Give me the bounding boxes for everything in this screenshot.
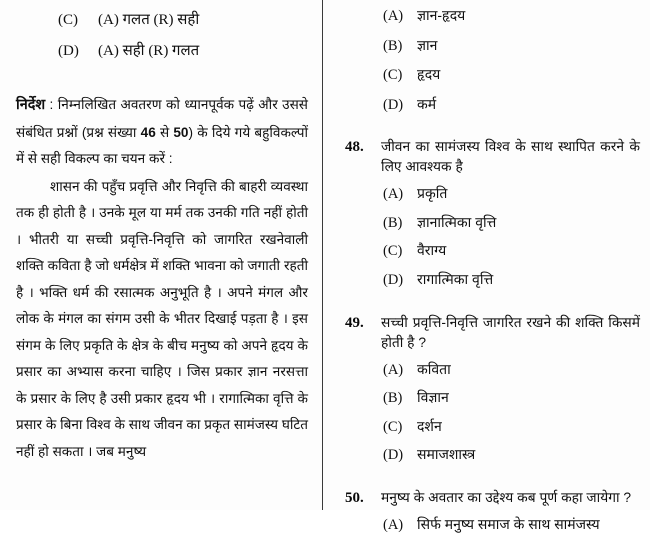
option-letter: (D) (58, 43, 79, 59)
question-text: सच्ची प्रवृत्ति-निवृत्ति जागरित रखने की शक्ति किसमें होती है ? (381, 314, 640, 350)
option-letter: (D) (383, 447, 404, 464)
option-row[interactable] (58, 41, 308, 62)
option-text: रागात्मिका वृत्ति (417, 270, 494, 287)
left-column (0, 0, 322, 465)
question-text: मनुष्य के अवतार का उद्देश्य कब पूर्ण कहा जायेगा ? (381, 489, 632, 505)
option-row[interactable] (383, 360, 640, 381)
option-text: ज्ञानात्मिका वृत्ति (417, 213, 497, 230)
option-letter: (B) (383, 37, 403, 54)
option-text: ज्ञान-हृदय (417, 7, 466, 23)
option-row[interactable] (383, 6, 640, 27)
option-letter: (B) (383, 214, 403, 231)
question-options-list (345, 360, 640, 466)
instruction-text-after: ) के दिये गये बहुविकल्पों में से सही विकल्प का चयन करें : (16, 124, 308, 166)
question-text: जीवन का सामंजस्य विश्व के साथ स्थापित करने के लिए आवश्यक है (381, 139, 640, 175)
right-column (323, 0, 650, 543)
instruction-block (16, 92, 308, 172)
option-text: (A) गलत (R) सही (98, 12, 200, 28)
question-head (345, 488, 640, 508)
option-text: वैराग्य (417, 242, 447, 259)
option-row[interactable] (383, 95, 640, 116)
option-letter: (A) (383, 186, 404, 203)
question-number: 48. (345, 139, 364, 156)
question-block-50 (345, 488, 640, 536)
question-block-48 (345, 137, 640, 290)
option-letter: (D) (383, 96, 404, 113)
question-47-options-list (345, 6, 640, 115)
option-letter: (C) (383, 243, 403, 260)
option-row[interactable] (383, 270, 640, 291)
option-text: कर्म (417, 95, 437, 112)
question-options-list (345, 515, 640, 536)
option-letter: (C) (383, 67, 403, 84)
option-text: ज्ञान (417, 36, 438, 53)
question-head (345, 137, 640, 177)
option-row[interactable] (383, 36, 640, 57)
option-text: हृदय (417, 66, 441, 83)
option-row[interactable] (383, 445, 640, 466)
option-text: सिर्फ मनुष्य समाज के साथ सामंजस्य (417, 515, 600, 532)
option-text: समाजशास्त्र (417, 446, 476, 463)
option-text: दर्शन (417, 417, 442, 434)
question-number: 49. (345, 314, 364, 331)
question-range-end: 50 (173, 124, 189, 140)
instruction-separator: : (45, 97, 58, 112)
instruction-label: निर्देश (16, 97, 46, 113)
option-row[interactable] (383, 388, 640, 409)
option-letter: (C) (383, 418, 403, 435)
question-head (345, 313, 640, 353)
option-row[interactable] (58, 10, 308, 31)
option-row[interactable] (383, 417, 640, 438)
question-number: 50. (345, 489, 364, 506)
instruction-text-before: निम्नलिखित अवतरण को ध्यानपूर्वक पढ़ें और उससे संबंधित प्रश्नों (प्रश्न संख्या (16, 97, 308, 140)
option-text: विज्ञान (417, 389, 449, 406)
option-letter: (A) (383, 8, 404, 24)
reading-passage: शासन की पहुँच प्रवृत्ति और निवृत्ति की बाहरी व्यवस्था तक ही होती है । उनके मूल या मर्म तक उनकी गति नहीं होती । भीतरी या सच्ची प्रवृत्ति-निवृत्ति को जागरित रखनेवाली शक्ति कविता है जो धर्मक्षेत्र में शक्ति भावना को जगाती रहती है । भक्ति धर्म की रसात्मक अनुभूति है । अपने मंगल और लोक के मंगल का संगम उसी के भीतर दिखाई पड़ता है । इस संगम के लिए प्रकृति के क्षेत्र के बीच मनुष्य को अपने हृदय के प्रसार का अभ्यास करना चाहिए । जिस प्रकार ज्ञान नरसत्ता के प्रसार के लिए है उसी प्रकार हृदय भी । रागात्मिका वृत्ति के प्रसार के बिना विश्व के साथ जीवन का प्रकृत सामंजस्य घटित नहीं हो सकता । जब मनुष्य (16, 178, 308, 459)
option-row[interactable] (383, 241, 640, 262)
question-range-middle: से (155, 124, 174, 140)
option-row[interactable] (383, 515, 640, 536)
carryover-options-list (16, 10, 308, 62)
option-row[interactable] (383, 213, 640, 234)
option-letter: (D) (383, 271, 404, 288)
option-row[interactable] (383, 65, 640, 86)
option-letter: (A) (383, 516, 404, 533)
question-block-49 (345, 313, 640, 466)
option-letter: (B) (383, 390, 403, 407)
option-letter: (A) (383, 361, 404, 378)
option-row[interactable] (383, 184, 640, 205)
question-range-start: 46 (140, 124, 156, 140)
option-text: कविता (417, 360, 451, 377)
option-text: (A) सही (R) गलत (98, 43, 200, 59)
option-text: प्रकृति (417, 185, 448, 202)
question-options-list (345, 184, 640, 290)
option-letter: (C) (58, 12, 78, 28)
